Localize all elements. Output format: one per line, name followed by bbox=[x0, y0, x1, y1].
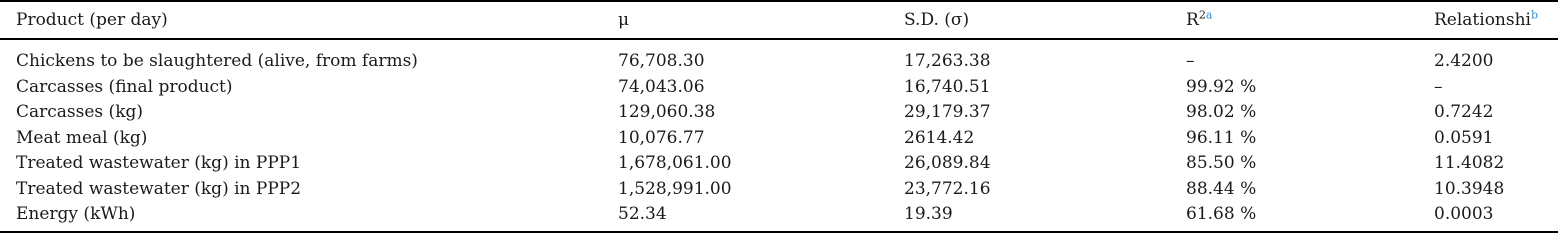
footnote-a-link[interactable]: a bbox=[1205, 8, 1213, 22]
cell-relationship: 11.4082 bbox=[1434, 153, 1505, 173]
header-product: Product (per day) bbox=[0, 1, 602, 39]
header-mean: μ bbox=[602, 1, 888, 39]
header-r-squared bbox=[1170, 1, 1418, 39]
cell-r-squared: 88.44 % bbox=[1186, 178, 1257, 199]
cell-product: Carcasses (final product) bbox=[16, 76, 233, 97]
footnote-b-link[interactable]: b bbox=[1531, 8, 1539, 22]
cell-r-squared: – bbox=[1186, 51, 1195, 71]
cell-relationship: 0.7242 bbox=[1434, 102, 1494, 122]
cell-r-squared: 98.02 % bbox=[1186, 102, 1257, 122]
cell-mean: 76,708.30 bbox=[618, 51, 705, 71]
table-row bbox=[0, 126, 1558, 152]
cell-mean: 52.34 bbox=[602, 202, 888, 232]
cell-mean: 1,678,061.00 bbox=[618, 153, 732, 173]
cell-std-dev: 29,179.37 bbox=[904, 102, 991, 122]
cell-r-squared: 99.92 % bbox=[1186, 76, 1257, 97]
relationship-label: Relationshi bbox=[1434, 10, 1531, 30]
table-body bbox=[0, 39, 1558, 232]
table-row bbox=[0, 39, 1558, 75]
table-row bbox=[0, 202, 1558, 232]
cell-relationship: 10.3948 bbox=[1434, 178, 1505, 199]
cell-mean: 129,060.38 bbox=[618, 102, 716, 122]
cell-relationship: – bbox=[1434, 76, 1443, 97]
cell-std-dev: 17,263.38 bbox=[904, 51, 991, 71]
table-row bbox=[0, 151, 1558, 177]
cell-relationship: 0.0003 bbox=[1418, 202, 1558, 232]
table-row bbox=[0, 100, 1558, 126]
cell-product: Treated wastewater (kg) in PPP2 bbox=[16, 178, 302, 199]
table-row bbox=[0, 177, 1558, 203]
cell-std-dev: 2614.42 bbox=[904, 127, 975, 148]
r-squared-exponent: 2a bbox=[1198, 8, 1213, 22]
cell-product: Meat meal (kg) bbox=[16, 127, 148, 148]
cell-r-squared: 61.68 % bbox=[1170, 202, 1418, 232]
cell-product: Carcasses (kg) bbox=[16, 102, 144, 122]
cell-mean: 10,076.77 bbox=[618, 127, 705, 148]
header-std-dev: S.D. (σ) bbox=[888, 1, 1170, 39]
cell-mean: 1,528,991.00 bbox=[618, 178, 732, 199]
cell-relationship: 2.4200 bbox=[1434, 51, 1494, 71]
cell-std-dev: 23,772.16 bbox=[904, 178, 991, 199]
cell-product: Treated wastewater (kg) in PPP1 bbox=[16, 153, 302, 173]
cell-r-squared: 96.11 % bbox=[1186, 127, 1257, 148]
cell-mean: 74,043.06 bbox=[618, 76, 705, 97]
cell-product: Chickens to be slaughtered (alive, from farms) bbox=[16, 51, 418, 71]
cell-r-squared: 85.50 % bbox=[1186, 153, 1257, 173]
cell-std-dev: 19.39 bbox=[888, 202, 1170, 232]
table-row bbox=[0, 75, 1558, 101]
cell-product: Energy (kWh) bbox=[0, 202, 602, 232]
header-relationship bbox=[1418, 1, 1558, 39]
cell-std-dev: 16,740.51 bbox=[904, 76, 991, 97]
cell-relationship: 0.0591 bbox=[1434, 127, 1494, 148]
cell-std-dev: 26,089.84 bbox=[904, 153, 991, 173]
r-squared-label: R bbox=[1186, 10, 1199, 30]
header-row bbox=[0, 1, 1558, 39]
table-header bbox=[0, 1, 1558, 39]
